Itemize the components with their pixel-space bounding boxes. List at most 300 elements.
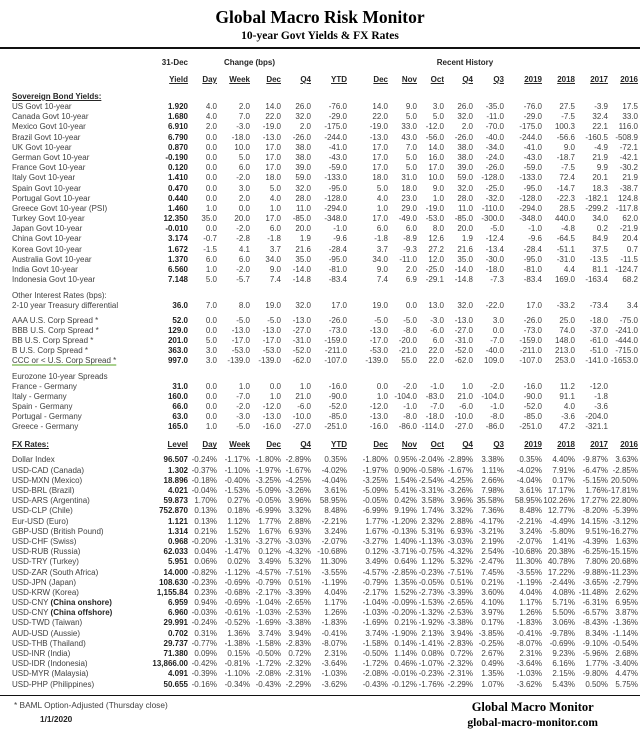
cell: 0.0 bbox=[205, 391, 217, 401]
cell: -0.54% bbox=[612, 638, 638, 648]
cell: -0.34% bbox=[224, 679, 250, 689]
cell: 29.0 bbox=[401, 203, 417, 213]
table-row bbox=[0, 301, 640, 311]
row-label: Brazil Govt 10-year bbox=[12, 132, 81, 142]
cell: -6.99% bbox=[362, 506, 388, 516]
cell: -18.0 bbox=[589, 315, 608, 325]
cell: 0.12% bbox=[258, 547, 281, 557]
cell: -3.26% bbox=[447, 486, 473, 495]
cell: -133.0 bbox=[324, 173, 347, 183]
cell: -56.0 bbox=[425, 132, 444, 142]
table-row bbox=[0, 316, 640, 326]
cell: -9.10% bbox=[582, 638, 608, 648]
cell: -0.40% bbox=[224, 475, 250, 485]
cell: -133.0 bbox=[519, 173, 542, 183]
cell: -16.0 bbox=[369, 422, 388, 432]
section-title: FX Rates: bbox=[12, 440, 49, 450]
cell: -13.0 bbox=[262, 325, 281, 335]
cell: 1.41% bbox=[552, 536, 575, 546]
cell: 8.34% bbox=[585, 628, 608, 638]
column-header: Dec bbox=[373, 440, 388, 450]
cell: -11.23% bbox=[608, 567, 638, 577]
cell: 0.35% bbox=[324, 455, 347, 465]
cell: 1.0 bbox=[238, 381, 250, 391]
cell: 0.51% bbox=[288, 577, 311, 587]
row-label: USD-MYR (Malaysia) bbox=[12, 669, 89, 679]
cell: -3.65% bbox=[582, 577, 608, 587]
cell: -1.83% bbox=[516, 618, 542, 628]
cell: -64.5 bbox=[556, 234, 575, 244]
section-header-row bbox=[0, 371, 640, 382]
cell: 1.12% bbox=[227, 516, 250, 526]
cell: 32.4 bbox=[592, 112, 608, 122]
column-header: Q3 bbox=[493, 440, 504, 450]
cell: 10.0 bbox=[234, 142, 250, 152]
table-row bbox=[0, 598, 640, 608]
cell: -160.5 bbox=[585, 132, 608, 142]
cell: -0.04% bbox=[191, 486, 217, 495]
cell: 2.31% bbox=[519, 649, 542, 658]
cell: 9.9 bbox=[596, 163, 608, 173]
column-header: Q4 bbox=[462, 75, 473, 84]
cell: -19.0 bbox=[262, 122, 281, 132]
cell: 11.30% bbox=[515, 557, 542, 567]
cell: -5.09% bbox=[255, 486, 281, 495]
cell: -1.04% bbox=[362, 598, 388, 608]
table-row bbox=[0, 163, 640, 173]
cell: -18.0 bbox=[485, 265, 504, 274]
cell: 68.2 bbox=[622, 275, 638, 285]
cell: 0.13% bbox=[194, 506, 217, 516]
cell: -0.05% bbox=[362, 496, 388, 506]
cell: 5.0 bbox=[432, 112, 444, 122]
cell: -3.27% bbox=[255, 536, 281, 546]
cell: 22.0 bbox=[265, 112, 281, 122]
cell: 0.0 bbox=[405, 301, 417, 311]
cell: 62.0 bbox=[622, 214, 638, 224]
cell: 0.04% bbox=[194, 547, 217, 557]
cell: -0.50% bbox=[255, 649, 281, 658]
cell: 34.0 bbox=[372, 254, 388, 264]
value-cell: 13,866.00 bbox=[152, 659, 188, 669]
table-row bbox=[0, 382, 640, 392]
cell: -0.09% bbox=[391, 598, 417, 608]
cell: -107.0 bbox=[519, 356, 542, 366]
row-label: USD-RUB (Russia) bbox=[12, 547, 81, 557]
value-cell: 160.0 bbox=[167, 391, 188, 401]
column-header: Oct bbox=[430, 440, 444, 450]
cell: -0.69% bbox=[549, 638, 575, 648]
cell: 27.5 bbox=[559, 102, 575, 111]
cell: -17.0 bbox=[369, 335, 388, 345]
cell: -2.83% bbox=[447, 638, 473, 648]
cell: -8.43% bbox=[582, 618, 608, 628]
cell: -40.0 bbox=[485, 346, 504, 356]
cell: -2.89% bbox=[447, 455, 473, 465]
cell: 39.0 bbox=[457, 163, 473, 173]
row-label: USD-INR (India) bbox=[12, 649, 71, 658]
cell: -0.58% bbox=[418, 465, 444, 475]
cell: -5.7 bbox=[236, 275, 250, 285]
cell: 26.0 bbox=[457, 102, 473, 111]
cell: 11.0 bbox=[296, 203, 311, 213]
cell: -13.0 bbox=[262, 132, 281, 142]
cell: 43.0 bbox=[401, 132, 417, 142]
cell: 35.0 bbox=[295, 254, 311, 264]
row-label: BBB U.S. Corp Spread * bbox=[12, 325, 99, 335]
cell: -16.27% bbox=[608, 526, 638, 536]
column-header-row bbox=[0, 74, 640, 86]
cell: -62.0 bbox=[454, 356, 473, 366]
cell: -2.73% bbox=[418, 587, 444, 597]
cell: -159.0 bbox=[519, 335, 542, 345]
cell: 0.94% bbox=[194, 598, 217, 608]
cell: -3.39% bbox=[447, 587, 473, 597]
cell: 0.0 bbox=[205, 315, 217, 325]
cell: -0.69% bbox=[224, 598, 250, 608]
cell: 14.0 bbox=[265, 102, 281, 111]
table-row bbox=[0, 336, 640, 346]
cell: -24.0 bbox=[485, 152, 504, 162]
cell: -81.0 bbox=[328, 265, 347, 274]
row-label: Portugal - Germany bbox=[12, 412, 82, 422]
cell: -13.0 bbox=[262, 412, 281, 422]
cell: 17.27% bbox=[580, 496, 608, 506]
cell: -2.8 bbox=[236, 234, 250, 244]
cell: -241.0 bbox=[615, 325, 638, 335]
cell: -0.05% bbox=[255, 496, 281, 506]
cell: -204.0 bbox=[585, 412, 608, 422]
cell: 32.0 bbox=[295, 112, 311, 122]
cell: 0.46% bbox=[394, 659, 417, 669]
cell: 1.07% bbox=[481, 679, 504, 689]
cell: -83.0 bbox=[425, 391, 444, 401]
cell: -1.03% bbox=[362, 608, 388, 618]
cell: 23.0 bbox=[401, 193, 417, 203]
cell: -10.0 bbox=[292, 412, 311, 422]
cell: -5.15% bbox=[582, 475, 608, 485]
column-header: Q4 bbox=[300, 440, 311, 450]
cell: 59.0 bbox=[295, 173, 311, 183]
cell: 4.04% bbox=[519, 587, 542, 597]
column-header: Level bbox=[167, 440, 188, 450]
cell: -3.38% bbox=[285, 618, 311, 628]
cell: 14.0 bbox=[372, 102, 388, 111]
cell: -41.0 bbox=[523, 142, 542, 152]
cell: 3.63% bbox=[615, 455, 638, 465]
cell: -29.1 bbox=[425, 275, 444, 285]
cell: -12.0 bbox=[589, 381, 608, 391]
cell: 1.77% bbox=[585, 659, 608, 669]
cell: -0.79% bbox=[255, 577, 281, 587]
cell: -18.7 bbox=[556, 152, 575, 162]
column-header: YTD bbox=[331, 440, 347, 450]
cell: 7.0 bbox=[238, 112, 250, 122]
cell: 5.0 bbox=[376, 183, 388, 193]
cell: -321.1 bbox=[585, 422, 608, 432]
table-row bbox=[0, 639, 640, 649]
cell: 5.0 bbox=[205, 275, 217, 285]
cell: 1.54% bbox=[394, 475, 417, 485]
cell: -5.96% bbox=[582, 649, 608, 658]
cell: 14.15% bbox=[580, 516, 608, 526]
cell: -0.77% bbox=[191, 638, 217, 648]
cell: -52.0 bbox=[292, 346, 311, 356]
table-row bbox=[0, 506, 640, 516]
cell: 3.38% bbox=[481, 455, 504, 465]
cell: 1.0 bbox=[299, 381, 311, 391]
cell: -12.0 bbox=[262, 401, 281, 411]
cell: 102.26% bbox=[543, 496, 575, 506]
row-label: BB U.S. Corp Spread * bbox=[12, 335, 94, 345]
cell: -1.17% bbox=[224, 455, 250, 465]
cell: 1.9 bbox=[299, 234, 311, 244]
cell: -5.0 bbox=[403, 315, 417, 325]
cell: 0.0 bbox=[205, 173, 217, 183]
cell: 0.0 bbox=[376, 381, 388, 391]
cell: -0.50% bbox=[362, 649, 388, 658]
cell: 18.0 bbox=[372, 173, 388, 183]
cell: 5.0 bbox=[405, 112, 417, 122]
column-header: Dec bbox=[266, 75, 281, 84]
cell: -0.43% bbox=[255, 679, 281, 689]
cell: -41.0 bbox=[328, 142, 347, 152]
cell: 1.67% bbox=[365, 526, 388, 536]
cell: 35.0 bbox=[201, 214, 217, 224]
cell: -8.20% bbox=[582, 506, 608, 516]
cell: -38.7 bbox=[619, 183, 638, 193]
row-label: Korea Govt 10-year bbox=[12, 244, 82, 254]
cell: 9.0 bbox=[432, 183, 444, 193]
cell: -0.03% bbox=[191, 608, 217, 618]
cell: 5.0 bbox=[269, 183, 281, 193]
cell: -251.0 bbox=[324, 422, 347, 432]
cell: -29.0 bbox=[328, 112, 347, 122]
cell: -9.6 bbox=[528, 234, 542, 244]
table-row bbox=[0, 112, 640, 122]
cell: 17.0 bbox=[526, 301, 542, 311]
cell: 1.11% bbox=[481, 465, 504, 475]
cell: -8.9 bbox=[403, 234, 417, 244]
cell: 25.0 bbox=[559, 315, 575, 325]
cell: 17.0 bbox=[428, 163, 444, 173]
cell: 17.0 bbox=[372, 214, 388, 224]
cell: 20.4 bbox=[622, 234, 638, 244]
cell: 3.7 bbox=[376, 244, 388, 254]
cell: -1.14% bbox=[612, 628, 638, 638]
cell: 3.97% bbox=[481, 608, 504, 618]
cell: 17.0 bbox=[372, 142, 388, 152]
cell: -9.88% bbox=[582, 567, 608, 577]
cell: 0.0 bbox=[205, 224, 217, 234]
cell: -81.0 bbox=[523, 265, 542, 274]
cell: -139.0 bbox=[227, 356, 250, 366]
row-label: USD-CHF (Swiss) bbox=[12, 536, 77, 546]
cell: -3.40% bbox=[612, 659, 638, 669]
table-row bbox=[0, 557, 640, 567]
cell: 116.0 bbox=[618, 122, 638, 132]
cell: -43.0 bbox=[328, 152, 347, 162]
cell: 38.0 bbox=[457, 152, 473, 162]
cell: -83.4 bbox=[523, 275, 542, 285]
table-row bbox=[0, 527, 640, 537]
cell: -3.26% bbox=[285, 486, 311, 495]
cell: 4.10% bbox=[481, 598, 504, 608]
cell: 17.0 bbox=[265, 152, 281, 162]
column-header: 2017 bbox=[590, 440, 608, 450]
cell: 1.0 bbox=[461, 381, 473, 391]
cell: -1.03% bbox=[255, 608, 281, 618]
cell: -85.0 bbox=[454, 214, 473, 224]
cell: -53.0 bbox=[262, 346, 281, 356]
cell: -7.0 bbox=[430, 401, 444, 411]
cell: 0.12% bbox=[365, 547, 388, 557]
cell: -175.0 bbox=[519, 122, 542, 132]
value-cell: 3.174 bbox=[167, 234, 188, 244]
cell: -1.20% bbox=[391, 516, 417, 526]
value-cell: -0.190 bbox=[165, 152, 188, 162]
cell: -2.04% bbox=[418, 455, 444, 465]
cell: -163.4 bbox=[585, 275, 608, 285]
table-row bbox=[0, 547, 640, 557]
row-label: USD-TWD (Taiwan) bbox=[12, 618, 83, 628]
cell: 0.0 bbox=[238, 203, 250, 213]
value-cell: 1.410 bbox=[167, 173, 188, 183]
cell: 20.0 bbox=[295, 224, 311, 234]
row-label: USD-CLP (Chile) bbox=[12, 506, 73, 516]
cell: 19.0 bbox=[372, 301, 388, 311]
cell: 11.2 bbox=[560, 381, 575, 391]
cell: 22.0 bbox=[372, 112, 388, 122]
cell: -5.0 bbox=[267, 315, 281, 325]
cell: 3.74% bbox=[365, 628, 388, 638]
table-row bbox=[0, 496, 640, 506]
column-header: 2016 bbox=[620, 440, 638, 450]
row-label: Spain Govt 10-year bbox=[12, 183, 81, 193]
cell: 3.49% bbox=[258, 557, 281, 567]
cell: -1.8 bbox=[594, 391, 608, 401]
table-row bbox=[0, 629, 640, 639]
cell: 0.72% bbox=[288, 649, 311, 658]
section-title: Other Interest Rates (bps): bbox=[12, 291, 107, 301]
cell: -53.0 bbox=[231, 346, 250, 356]
cell: 440.0 bbox=[554, 214, 575, 224]
cell: -5.39% bbox=[612, 506, 638, 516]
cell: -348.0 bbox=[324, 214, 347, 224]
value-cell: 1,155.84 bbox=[156, 587, 188, 597]
cell: -42.1 bbox=[619, 152, 638, 162]
cell: 0.49% bbox=[481, 659, 504, 669]
cell: 2.68% bbox=[615, 649, 638, 658]
cell: -211.0 bbox=[324, 346, 347, 356]
table-row bbox=[0, 649, 640, 659]
cell: -11.48% bbox=[578, 587, 608, 597]
cell: -2.54% bbox=[418, 475, 444, 485]
table-row bbox=[0, 486, 640, 496]
data-table bbox=[0, 74, 640, 690]
cell: 1.0 bbox=[269, 391, 281, 401]
column-header: Q3 bbox=[493, 75, 504, 84]
cell: -4.49% bbox=[549, 516, 575, 526]
cell: 3.4 bbox=[626, 301, 638, 311]
cell: -95.0 bbox=[523, 254, 542, 264]
cell: -27.0 bbox=[292, 325, 311, 335]
cell: -3.31% bbox=[418, 486, 444, 495]
cell: 0.64% bbox=[394, 557, 417, 567]
table-row bbox=[0, 412, 640, 422]
cell: -7.51% bbox=[285, 567, 311, 577]
cell: -22.0 bbox=[485, 301, 504, 311]
cell: 100.3 bbox=[554, 122, 575, 132]
cell: 6.0 bbox=[432, 335, 444, 345]
cell: 17.5 bbox=[622, 102, 638, 111]
cell: 5.75% bbox=[615, 679, 638, 689]
cell: -26.0 bbox=[454, 132, 473, 142]
cell: -0.7 bbox=[203, 234, 217, 244]
cell: -27.0 bbox=[292, 422, 311, 432]
cell: 7.4 bbox=[376, 275, 388, 285]
cell: 17.0 bbox=[265, 163, 281, 173]
cell: 0.13% bbox=[194, 516, 217, 526]
cell: -251.0 bbox=[519, 422, 542, 432]
cell: 21.9 bbox=[592, 152, 608, 162]
value-cell: 165.0 bbox=[167, 422, 188, 432]
cell: -4.25% bbox=[285, 475, 311, 485]
cell: 2.15% bbox=[552, 669, 575, 679]
value-cell: -0.010 bbox=[165, 224, 188, 234]
cell: -13.4 bbox=[485, 244, 504, 254]
cell: 1.17% bbox=[324, 598, 347, 608]
cell: 3.61% bbox=[519, 486, 542, 495]
row-label: Italy Govt 10-year bbox=[12, 173, 76, 183]
cell: 4.0 bbox=[205, 112, 217, 122]
cell: 12.77% bbox=[547, 506, 575, 516]
cell: 40.78% bbox=[547, 557, 575, 567]
cell: 7.4 bbox=[269, 275, 281, 285]
cell: 0.21% bbox=[394, 618, 417, 628]
cell: -4.02% bbox=[321, 465, 347, 475]
section-header-row bbox=[0, 290, 640, 301]
row-label: USD-ZAR (South Africa) bbox=[12, 567, 99, 577]
cell: -715.0 bbox=[615, 346, 638, 356]
cell: -7.0 bbox=[490, 335, 504, 345]
cell: 59.0 bbox=[457, 173, 473, 183]
cell: -1.80% bbox=[255, 455, 281, 465]
cell: -90.0 bbox=[523, 391, 542, 401]
cell: -159.0 bbox=[324, 335, 347, 345]
cell: -1653.0 bbox=[610, 356, 638, 366]
cell: 0.0 bbox=[269, 381, 281, 391]
cell: 0.0 bbox=[205, 152, 217, 162]
table-row bbox=[0, 476, 640, 486]
cell: -1.41% bbox=[418, 638, 444, 648]
value-cell: 5.951 bbox=[167, 557, 188, 567]
cell: -17.0 bbox=[262, 335, 281, 345]
cell: -0.52% bbox=[224, 618, 250, 628]
cell: -2.85% bbox=[391, 567, 417, 577]
cell: -14.0 bbox=[292, 265, 311, 274]
value-cell: 29.991 bbox=[163, 618, 188, 628]
cell: 2.0 bbox=[405, 265, 417, 274]
cell: 3.94% bbox=[450, 628, 473, 638]
cell: 2.0 bbox=[299, 122, 311, 132]
cell: -10.68% bbox=[317, 547, 347, 557]
table-row bbox=[0, 194, 640, 204]
cell: -4.32% bbox=[447, 547, 473, 557]
cell: 58.95% bbox=[514, 496, 542, 506]
cell: 22.1 bbox=[592, 122, 608, 132]
row-label: Dollar Index bbox=[12, 455, 55, 465]
